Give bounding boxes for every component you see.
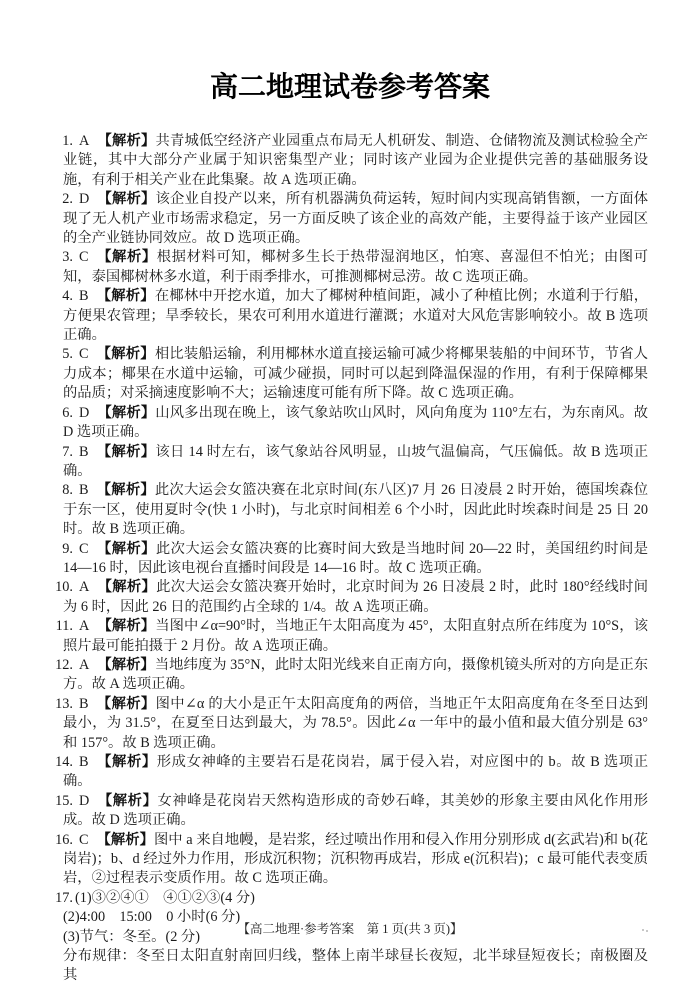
question-number: 8. xyxy=(62,482,73,499)
answer-choice: B xyxy=(79,695,89,712)
answer-choice: C xyxy=(79,346,89,363)
analysis-text: 图中 a 来自地幔，是岩浆，经过喷出作用和侵入作用分别形成 d(玄武岩)和 b(花岗岩)；b、d 经过外力作用，形成沉积物；沉积物再成岩，形成 e(沉积岩)；c 最可能代表变质岩，②过程表示变质作用。故 C 选项正确。 xyxy=(63,831,648,887)
answer-item-17 xyxy=(55,889,648,986)
question-number: 14. xyxy=(55,754,73,770)
answer-item xyxy=(63,404,648,443)
answer-item xyxy=(63,132,648,190)
answer-item xyxy=(55,617,648,656)
answer-choice: D xyxy=(79,191,90,208)
question-number: 15. xyxy=(55,792,73,809)
analysis-tag: 【解析】 xyxy=(96,443,156,460)
answer-item xyxy=(55,695,648,753)
analysis-text: 在椰林中开挖水道，加大了椰树种植间距，减小了种植比例；水道利于行船，方便果农管理；旱季较长，果农可利用水道进行灌溉；水道对大风危害影响较小。故 B 选项正确。 xyxy=(63,288,648,344)
page-footer: 【高二地理·参考答案 第 1 页(共 3 页)】 xyxy=(237,922,463,936)
answer-choice: A xyxy=(79,579,90,596)
answer-item xyxy=(63,443,648,482)
question-number: 2. xyxy=(62,191,73,208)
analysis-text: 此次大运会女篮决赛的比赛时间大致是当地时间 20—22 时，美国纽约时间是 14—16 时，因此该电视台直播时间段是 14—16 时。故 C 选项正确。 xyxy=(63,540,649,576)
answer-item xyxy=(55,656,648,695)
analysis-tag: 【解析】 xyxy=(96,288,155,305)
answer-item xyxy=(63,540,648,579)
question-number: 9. xyxy=(62,540,73,557)
question-number: 17. xyxy=(55,889,73,906)
document-title: 高二地理试卷参考答案 xyxy=(209,72,490,103)
question-number: 5. xyxy=(62,346,73,363)
answer-choice: D xyxy=(79,404,90,421)
answer-choice: A xyxy=(79,133,90,149)
question-number: 6. xyxy=(62,404,73,421)
analysis-text: 当地纬度为 35°N，此时太阳光线来自正南方向，摄像机镜头所对的方向是正东方。故 A 选项正确。 xyxy=(63,656,648,693)
analysis-tag: 【解析】 xyxy=(97,404,156,421)
answer-item xyxy=(63,248,648,287)
answer-choice: B xyxy=(79,288,89,305)
analysis-tag: 【解析】 xyxy=(96,346,155,363)
answer-line: 分布规律：冬至日太阳直射南回归线，整体上南半球昼长夜短，北半球昼短夜长；南极圈及其 xyxy=(63,948,648,984)
analysis-tag: 【解析】 xyxy=(97,792,158,809)
answer-item xyxy=(63,345,648,403)
analysis-tag: 【解析】 xyxy=(97,618,156,635)
analysis-tag: 【解析】 xyxy=(96,249,157,266)
analysis-tag: 【解析】 xyxy=(96,695,156,712)
analysis-tag: 【解析】 xyxy=(96,540,156,557)
answer-list xyxy=(55,132,649,986)
analysis-text: 形成女神峰的主要岩石是花岗岩，属于侵入岩，对应图中的 b。故 B 选项正确。 xyxy=(63,754,649,790)
analysis-text: 此次大运会女篮决赛开始时，北京时间为 26 日凌晨 2 时，此时 180°经线时间为 6 时，因此 26 日的范围约占全球的 1/4。故 A 选项正确。 xyxy=(63,579,648,615)
answer-item xyxy=(63,190,648,248)
analysis-text: 该日 14 时左右，该气象站谷风明显，山坡气温偏高，气压偏低。故 B 选项正确。 xyxy=(63,443,648,479)
analysis-tag: 【解析】 xyxy=(96,831,154,848)
answer-item xyxy=(55,792,649,831)
answer-choice: C xyxy=(79,831,89,848)
answer-line xyxy=(55,889,648,908)
analysis-text: 山风多出现在晚上，该气象站吹山风时，风向角度为 110°左右，为东南风。故 D 选项正确。 xyxy=(63,404,649,441)
analysis-text: 该企业自投产以来，所有机器满负荷运转，短时间内实现高销售额，一方面体现了无人机产业市场需求稳定，另一方面反映了该企业的高效产能，主要得益于该产业园区的全产业链协同效应。故 D 选项正确。 xyxy=(63,191,649,247)
analysis-tag: 【解析】 xyxy=(97,191,156,208)
answer-choice: B xyxy=(79,482,89,499)
analysis-tag: 【解析】 xyxy=(97,656,155,673)
analysis-text: 女神峰是花岗岩天然构造形成的奇妙石峰，其美妙的形象主要由风化作用形成。故 D 选项正确。 xyxy=(63,792,649,829)
analysis-text: 图中∠α 的大小是正午太阳高度角的两倍，当地正午太阳高度角在冬至日达到最小，为 31.5°，在夏至日达到最大，为 78.5°。因此∠α 一年中的最小值和最大值分别是 63°和 157°。故 B 选项正确。 xyxy=(63,695,648,751)
question-number: 11. xyxy=(55,618,73,635)
analysis-tag: 【解析】 xyxy=(97,133,156,149)
analysis-tag: 【解析】 xyxy=(96,482,155,499)
question-number: 13. xyxy=(55,695,73,712)
answer-item xyxy=(63,481,648,539)
question-number: 12. xyxy=(55,656,73,673)
analysis-text: 当图中∠α=90°时，当地正午太阳高度为 45°，太阳直射点所在纬度为 10°S，该照片最可能拍摄于 2 月份。故 A 选项正确。 xyxy=(63,618,648,654)
analysis-tag: 【解析】 xyxy=(96,754,157,770)
analysis-text: 共青城低空经济产业园重点布局无人机研发、制造、仓储物流及测试检验全产业链，其中大部分产业属于知识密集型产业；同时该产业园为企业提供完善的基础服务设施，有利于相关产业在此集聚。故 A 选项正确。 xyxy=(63,133,649,188)
question-number: 7. xyxy=(62,443,73,460)
answer-item xyxy=(55,753,649,792)
question-number: 4. xyxy=(62,288,73,305)
answer-item xyxy=(55,578,648,617)
answer-choice: B xyxy=(79,443,89,460)
analysis-text: 根据材料可知，椰树多生长于热带湿润地区，怕寒、喜湿但不怕光；由图可知，泰国椰树林多水道，利于雨季排水，可推测椰树忌涝。故 C 选项正确。 xyxy=(63,249,649,285)
answer-line: (3)节气：冬至。(2 分) xyxy=(63,928,200,945)
question-number: 1. xyxy=(62,133,73,149)
analysis-text: 相比装船运输，利用椰林水道直接运输可减少将椰果装船的中间环节，节省人力成本；椰果在水道中运输，可减少碰损，同时可以起到降温保湿的作用，有利于保障椰果的品质；对采摘速度影响不大；运输速度可能有所下降。故 C 选项正确。 xyxy=(63,346,648,402)
scan-artifact xyxy=(642,929,644,931)
answer-line-text: (1)③②④① ④①②③(4 分) xyxy=(75,889,255,906)
question-number: 3. xyxy=(62,249,73,266)
answer-choice: C xyxy=(79,249,89,266)
answer-choice: B xyxy=(79,754,89,770)
answer-line: (2)4:00 15:00 0 小时(6 分) xyxy=(63,909,241,926)
analysis-text: 此次大运会女篮决赛在北京时间(东八区)7 月 26 日凌晨 2 时开始，德国埃森位于东一区，使用夏时令(快 1 小时)，与北京时间相差 6 个小时，因此此时埃森时间是 25 日 20 时。故 B 选项正确。 xyxy=(63,482,648,538)
answer-item xyxy=(55,831,648,889)
answer-choice: D xyxy=(79,792,90,809)
answer-choice: C xyxy=(79,540,89,557)
answer-choice: A xyxy=(79,618,90,635)
question-number: 10. xyxy=(55,579,73,596)
question-number: 16. xyxy=(55,831,73,848)
analysis-tag: 【解析】 xyxy=(97,579,157,596)
answer-item xyxy=(63,287,648,345)
answer-choice: A xyxy=(79,656,90,673)
